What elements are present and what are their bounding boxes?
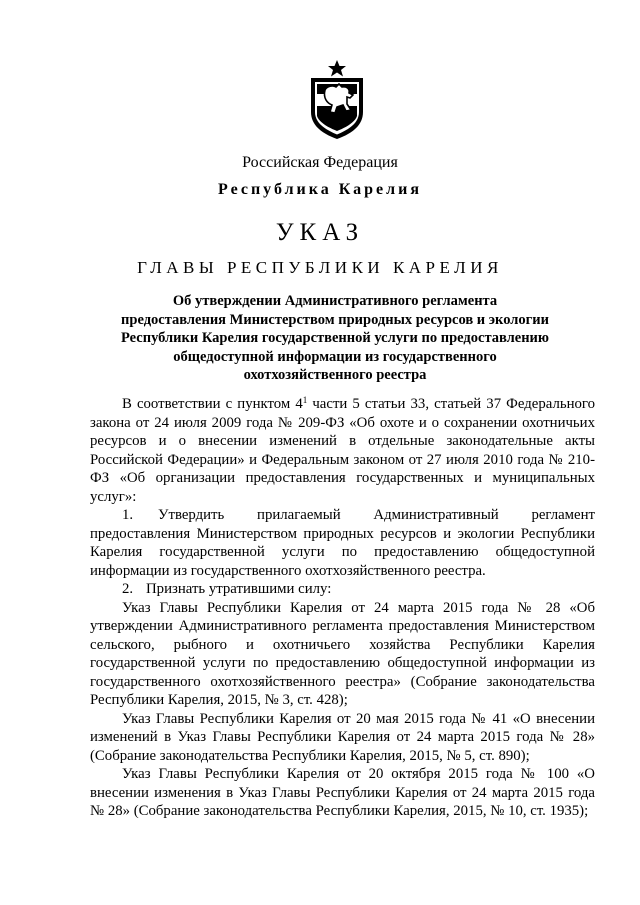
title-line: Республики Карелия государственной услуги по предоставлению bbox=[121, 330, 549, 347]
item-2-number: 2. bbox=[122, 581, 134, 597]
country-name: Российская Федерация bbox=[242, 154, 398, 171]
issuer-title: ГЛАВЫ РЕСПУБЛИКИ КАРЕЛИЯ bbox=[137, 258, 503, 277]
title-line: Об утверждении Административного регламента bbox=[172, 293, 498, 309]
republic-name: Республика Карелия bbox=[218, 181, 422, 198]
preamble-paragraph bbox=[90, 395, 595, 506]
document-type: УКАЗ bbox=[275, 219, 365, 246]
karelia-coat-of-arms-icon bbox=[303, 60, 371, 140]
title-line: предоставления Министерством природных ресурсов и экологии bbox=[121, 311, 549, 328]
repealed-decree-2: Указ Главы Республики Карелия от 20 мая 2015 года № 41 «О внесении изменений в Указ Главы Республики Карелия от 24 марта 2015 года № 28» (Собрание законодательства Республики Карелия, 2015, № 5, ст. 890); bbox=[90, 710, 595, 764]
item-2-paragraph bbox=[90, 580, 595, 599]
title-line: общедоступной информации из государственного bbox=[173, 348, 497, 365]
repealed-decree-1: Указ Главы Республики Карелия от 24 марта 2015 года № 28 «Об утверждении Административного регламента предоставления Министерством сельского, рыбного и охотничьего хозяйства Республики Карелия государственной услуги по предоставлению общедоступной информации из государственного охотхозяйственного реестра» (Собрание законодательства Республики Карелия, 2015, № 3, ст. 428); bbox=[90, 599, 595, 708]
item-1-paragraph bbox=[90, 506, 595, 580]
decree-body bbox=[90, 395, 595, 821]
decree-title bbox=[110, 292, 560, 385]
title-line: охотхозяйственного реестра bbox=[243, 367, 427, 384]
preamble-text-rest: части 5 статьи 33, статьей 37 Федерального закона от 24 июля 2009 года № 209-ФЗ «Об охоте и о сохранении охотничьих ресурсов и о внесении изменений в отдельные законодательные акты Российской Федерации» и Федеральным законом от 27 июля 2010 года № 210-ФЗ «Об организации предоставления государственных и муниципальных услуг»: bbox=[90, 396, 595, 505]
item-2-text: Признать утратившими силу: bbox=[146, 581, 332, 597]
preamble-text-start: В соответствии с пунктом 4 bbox=[122, 396, 303, 412]
preamble-superscript: 1 bbox=[302, 395, 308, 405]
repealed-decree-3: Указ Главы Республики Карелия от 20 октября 2015 года № 100 «О внесении изменения в Указ Главы Республики Карелия от 24 марта 2015 года № 28» (Собрание законодательства Республики Карелия, 2015, № 10, ст. 1935); bbox=[90, 766, 595, 819]
item-1-text: Утвердить прилагаемый Административный регламент предоставления Министерством природных ресурсов и экологии Республики Карелия государственной услуги по предоставлению общедоступной информации из государственного охотхозяйственного реестра. bbox=[90, 507, 595, 579]
item-1-number: 1. bbox=[122, 507, 134, 523]
